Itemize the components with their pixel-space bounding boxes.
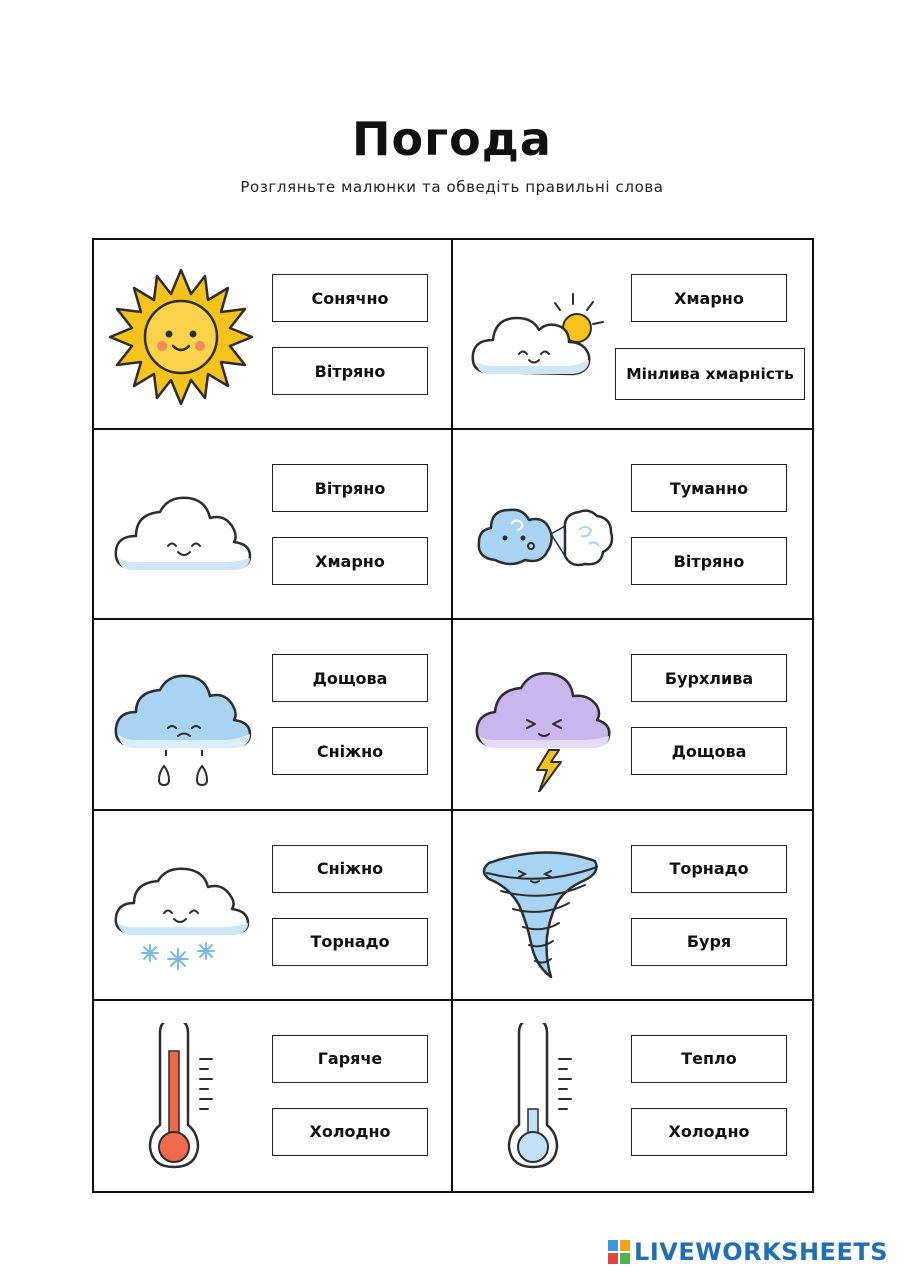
partly-cloudy-icon [465,262,615,412]
brand-name[interactable]: LIVEWORKSHEETS [634,1238,888,1266]
option-cold[interactable]: Холодно [272,1108,428,1156]
cell-partly-cloudy [453,240,812,430]
storm-cloud-icon [465,642,615,792]
option-stormy[interactable]: Бурхлива [631,654,787,702]
tornado-icon [465,833,615,983]
cell-sun [94,240,453,430]
cell-wind [453,430,812,620]
option-snowy[interactable]: Сніжно [272,845,428,893]
page-title: Погода [352,112,552,166]
option-cold[interactable]: Холодно [631,1108,787,1156]
cell-rain [94,620,453,810]
cloud-icon [106,452,256,602]
instructions: Розгляньте малюнки та обведіть правильні слова [240,178,664,196]
option-snowy[interactable]: Сніжно [272,727,428,775]
liveworksheets-logo-icon [608,1240,630,1264]
option-warm[interactable]: Тепло [631,1035,787,1083]
snow-cloud-icon [106,833,256,983]
cell-storm [453,620,812,810]
option-windy[interactable]: Вітряно [272,347,428,395]
option-rainy[interactable]: Дощова [272,654,428,702]
cell-tornado [453,811,812,1001]
wind-icon [465,452,615,602]
cell-snow [94,811,453,1001]
option-partly-cloudy[interactable]: Мінлива хмарність [615,348,805,400]
option-storm[interactable]: Буря [631,918,787,966]
option-foggy[interactable]: Туманно [631,464,787,512]
cell-cold [453,1001,812,1191]
option-cloudy[interactable]: Хмарно [631,274,787,322]
rain-cloud-icon [106,642,256,792]
hot-thermometer-icon [106,1023,256,1173]
option-windy[interactable]: Вітряно [631,537,787,585]
sun-icon [106,262,256,412]
cold-thermometer-icon [465,1023,615,1173]
option-tornado[interactable]: Торнадо [631,845,787,893]
option-sunny[interactable]: Сонячно [272,274,428,322]
option-hot[interactable]: Гаряче [272,1035,428,1083]
cell-hot [94,1001,453,1191]
option-rainy[interactable]: Дощова [631,727,787,775]
cell-cloud [94,430,453,620]
footer-brand [608,1238,888,1266]
option-tornado[interactable]: Торнадо [272,918,428,966]
worksheet-grid [92,238,814,1193]
option-cloudy[interactable]: Хмарно [272,537,428,585]
option-windy[interactable]: Вітряно [272,464,428,512]
